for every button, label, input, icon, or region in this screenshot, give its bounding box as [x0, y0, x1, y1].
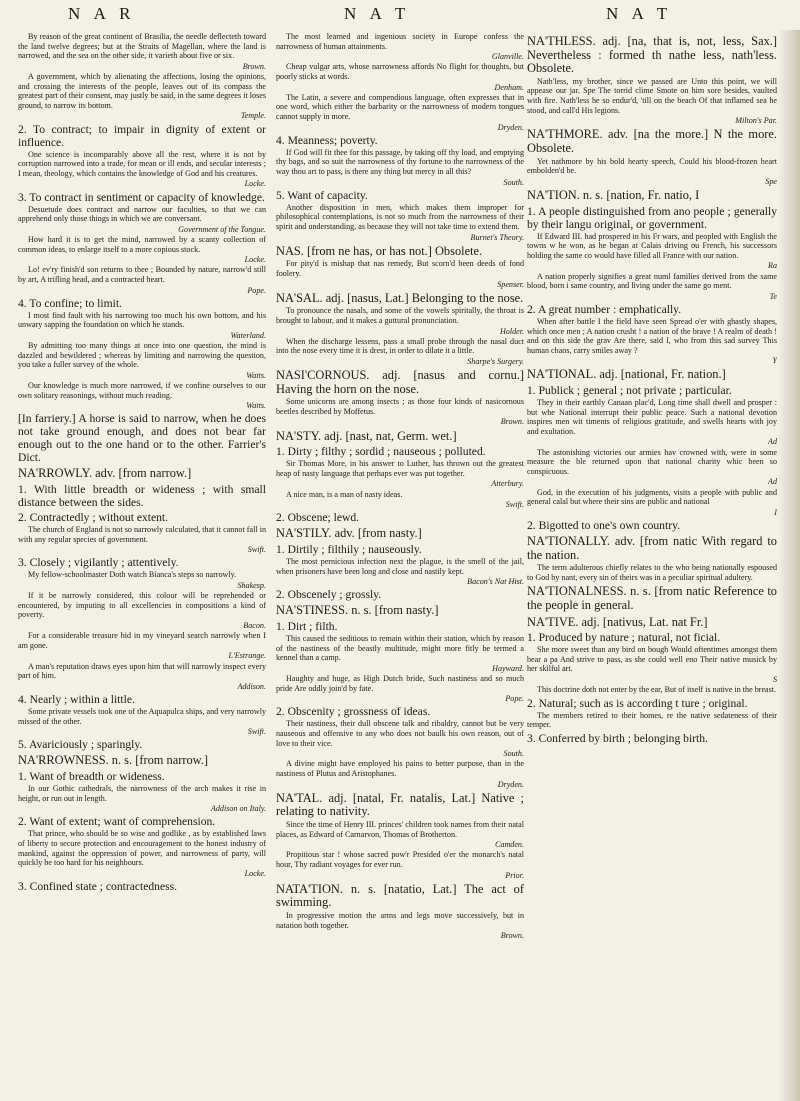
entry-quotation: In our Gothic cathedrals, the narrowness of the arch makes it rise in height, or run out in length.	[18, 784, 266, 803]
entry-quotation: Desuetude does contract and narrow our faculties, so that we can apprehend only those things in which we are conversant.	[18, 204, 266, 224]
quotation-source: L'Estrange.	[228, 651, 266, 661]
quotation-source: Brown.	[242, 61, 266, 71]
entry-quotation: My fellow-schoolmaster Doth watch Bianca's steps so narrowly.	[28, 570, 237, 580]
entry-quotation: Lo! ev'ry finish'd son returns to thee ; Bounded by nature, narrow'd still by art, A trifling head, and a contracted heart.	[18, 265, 266, 284]
entry-headword: NA'TIONALNESS. n. s. [from natic Reference to the people in general.	[527, 584, 777, 612]
entry-headword: NATA'TION. n. s. [natatio, Lat.] The act of swimming.	[276, 881, 524, 910]
entry-sense: 2. Contractedly ; without extent.	[18, 511, 169, 525]
entry-quotation: In progressive motion the arms and legs move successively, but in natation both together.	[276, 910, 524, 930]
entry-quotation: Some private vessels took one of the Aquapulca ships, and very narrowly missed of the other.	[18, 707, 266, 726]
entry-sense: 2. Obscenity ; grossness of ideas.	[276, 705, 431, 719]
entry-quotation: The most pernicious infection next the plague, is the smell of the jail, when prisoners have been long and close and nastily kept.	[276, 557, 524, 576]
entry-quotation: By reason of the great continent of Brasilia, the needle deflecteth toward the land twelve degrees; but at the Straits of Magellan, where the land is narrowed, and the sea on the other side, it varieth about five or six.	[18, 32, 266, 61]
entry-headword: NA'TIONALLY. adv. [from natic With regard to the nation.	[527, 534, 777, 562]
entry-headword: NA'THLESS. adj. [na, that is, not, less, Sax.] Nevertheless : formed th nathe less, nath'less. Obsolete.	[527, 34, 777, 76]
quotation-source: Swift.	[505, 500, 524, 510]
entry-sense: 3. Conferred by birth ; belonging birth.	[527, 731, 708, 745]
quotation-source: Spenser.	[497, 279, 524, 289]
entry-quotation: I most find fault with his narrowing too much his own bottom, and his unwary sapping the foundation on which he stands.	[18, 310, 266, 330]
entry-sense: 4. To confine; to limit.	[18, 296, 122, 310]
entry-headword: NA'STY. adj. [nast, nat, Germ. wet.]	[276, 428, 457, 443]
entry-quotation: They in their earthly Canaan plac'd, Long time shall dwell and prosper : but whe National interrupt their public peace. Such a national devotion inspires men wit timents of religious gratitude, and swells hearts with joy and exultation.	[527, 398, 777, 436]
entry-sense: 1. Publick ; general ; not private ; particular.	[527, 384, 732, 398]
quotation-source: Government of the Tongue.	[178, 224, 266, 234]
entry-quotation: A divine might have employed his pains to better purpose, than in the nastiness of Plutus and Aristophanes.	[276, 759, 524, 778]
entry-headword: NA'SAL. adj. [nasus, Lat.] Belonging to the nose.	[276, 290, 524, 305]
entry-sense: 2. Bigotted to one's own country.	[527, 519, 681, 533]
entry-sense: 1. Want of breadth or wideness.	[18, 770, 165, 784]
quotation-source: Prior.	[505, 870, 524, 880]
entry-quotation: The astonishing victories our armies hav crowned with, were in some measure the ble returned upon that national charity whic been so conspicuous.	[527, 447, 777, 476]
entry-quotation: Our knowledge is much more narrowed, if we confine ourselves to our own solitary reasonings, without much reading.	[18, 381, 266, 400]
quotation-source: I	[774, 507, 777, 517]
entry-headword: NA'TIONAL. adj. [national, Fr. nation.]	[527, 367, 726, 382]
entry-quotation: The most learned and ingenious society in Europe confess the narrowness of human attainments.	[276, 32, 524, 51]
entry-quotation: How hard it is to get the mind, narrowed by a scanty collection of common ideas, to enlarge itself to a more copious stock.	[18, 234, 266, 254]
entry-headword: NA'RROWNESS. n. s. [from narrow.]	[18, 753, 209, 768]
entry-headword: NA'STILY. adv. [from nasty.]	[276, 526, 422, 541]
quotation-source: Swift.	[247, 727, 266, 737]
quotation-source: Bacon's Nat Hist.	[467, 577, 524, 587]
entry-quotation: A nation properly signifies a great numl families derived from the same blood, born i same country, and living under the same go ment.	[527, 271, 777, 291]
entry-sense: 2. Natural; such as is according t ture ; original.	[527, 696, 748, 710]
quotation-source: Swift.	[247, 545, 266, 555]
quotation-source: Sharpe's Surgery.	[467, 356, 524, 366]
entry-sense: 3. To contract in sentiment or capacity of knowledge.	[18, 190, 265, 204]
quotation-source: Burnet's Theory.	[470, 232, 524, 242]
running-header	[0, 4, 800, 30]
entry-quotation: If God will fit thee for this passage, by taking off thy load, and emptying thy bags, and so suit the narrowness of thy fortune to the narrowness of the way thou art to pass, is there any thing but mercy in all this?	[276, 147, 524, 176]
entry-quotation: If Edward III. had prospered in his Fr wars, and peopled with English the towns w he won, as he began at Calais driving ou French, his successors holding the same co would have filled all France with our nation.	[527, 231, 777, 260]
header-left: N A R	[68, 4, 136, 23]
quotation-source: Glanville.	[491, 52, 524, 62]
entry-quotation: A nice man, is a man of nasty ideas.	[286, 489, 403, 499]
entry-quotation: Sir Thomas More, in his answer to Luther, has thrown out the greatest heap of nasty language that perhaps ever was put together.	[276, 459, 524, 478]
quotation-source: Spe	[765, 176, 777, 186]
entry-quotation: Their nastiness, their dull obscene talk and ribaldry, cannot but be very nauseous and offensive to any who does not baulk his own reason, out of love to their vice.	[276, 719, 524, 748]
entry-sense: 1. With little breadth or wideness ; with small distance between the sides.	[18, 483, 266, 510]
entry-sense: 4. Nearly ; within a little.	[18, 693, 135, 707]
entry-quotation: A man's reputation draws eyes upon him that will narrowly inspect every part of him.	[18, 661, 266, 681]
quotation-source: Ra	[768, 261, 777, 271]
entry-quotation: When the discharge lessens, pass a small probe through the nasal duct into the nose every time it is drest, in order to dilate it a little.	[276, 336, 524, 356]
column-middle	[276, 32, 524, 1092]
entry-quotation: When after battle I the field have seen Spread o'er with ghastly shapes, which once men ; A nation crusht ! a nation of the brave ! A realm of death ! and on this side the grav Are there, said I, who from this sad survey This human chaos, carry smiles away ?	[527, 316, 777, 355]
entry-quotation: A government, which by alienating the affections, losing the opinions, and crossing the interests of the people, leaves out of its compass the greatest part of their consent, may justly be said, in the same degrees it loses ground, to narrow its bottom.	[18, 71, 266, 110]
entry-headword: NASI'CORNOUS. adj. [nasus and cornu.] Having the horn on the nose.	[276, 368, 524, 396]
quotation-source: Addison.	[237, 681, 266, 691]
quotation-source: Te	[769, 291, 777, 301]
entry-sense: 2. A great number : emphatically.	[527, 302, 682, 316]
header-right: N A T	[606, 4, 673, 23]
entry-sense: 3. Confined state ; contractedness.	[18, 879, 178, 893]
entry-quotation: Some unicorns are among insects ; as those four kinds of nasicornous beetles described by Moffetus.	[276, 397, 524, 416]
entry-quotation: For pity'd is mishap that nas remedy, But scorn'd been deeds of fond foolery.	[276, 259, 524, 278]
page-gutter-edge	[778, 30, 800, 1101]
entry-headword: NAS. [from ne has, or has not.] Obsolete.	[276, 243, 483, 258]
entry-sense: 1. Dirty ; filthy ; sordid ; nauseous ; polluted.	[276, 445, 486, 459]
quotation-source: Hayward.	[492, 663, 524, 673]
entry-headword: NA'TION. n. s. [nation, Fr. natio, I	[527, 187, 700, 202]
entry-sense: 5. Avariciously ; sparingly.	[18, 738, 143, 752]
entry-quotation: Yet nathmore by his bold hearty speech, Could his blood-frozen heart embolden'd be.	[527, 156, 777, 176]
entry-quotation: Since the time of Henry III. princes' children took names from their natal places, as Edward of Carnarvon, Thomas of Brotherton.	[276, 819, 524, 839]
entry-headword: NA'TAL. adj. [natal, Fr. natalis, Lat.] Native ; relating to nativity.	[276, 790, 524, 819]
entry-sense: 2. Obscenely ; grossly.	[276, 588, 382, 602]
entry-headword: NA'THMORE. adv. [na the more.] N the more. Obsolete.	[527, 127, 777, 155]
column-left	[18, 32, 266, 1092]
entry-sense: 2. To contract; to impair in dignity of extent or influence.	[18, 122, 266, 149]
entry-quotation: This doctrine doth not enter by the ear, But of itself is native in the breast.	[537, 685, 777, 695]
header-middle: N A T	[344, 4, 411, 23]
quotation-source: Pope.	[247, 285, 266, 295]
entry-quotation: Nath'less, my brother, since we passed are Unto this point, we will appease our jar. Spe The torrid clime Smote on him sore besides, vaulted with fire. Nath'less he so endur'd, 'till on the beach Of that inflamed sea he stood, and call'd His legions.	[527, 76, 777, 115]
quotation-source: Ad	[768, 477, 777, 487]
quotation-source: Y	[772, 356, 777, 366]
entry-quotation: God, in the execution of his judgments, visits a people with public and general calal but where their sins are public and national	[527, 487, 777, 507]
entry-sense: 1. A people distinguished from ano people ; generally by their langu original, or government.	[527, 204, 777, 231]
quotation-source: Pope.	[505, 694, 524, 704]
quotation-source: Dryden.	[497, 122, 524, 132]
quotation-source: Brown.	[500, 417, 524, 427]
entry-sense: 2. Obscene; lewd.	[276, 511, 360, 525]
quotation-source: Addison on Italy.	[210, 804, 266, 814]
entry-quotation: The church of England is not so narrowly calculated, that it cannot fall in with any regular species of government.	[18, 525, 266, 544]
quotation-source: Watts.	[246, 401, 266, 411]
entry-sense: 2. Want of extent; want of comprehension.	[18, 815, 216, 829]
quotation-source: Atterbury.	[491, 479, 524, 489]
entry-headword: NA'TIVE. adj. [nativus, Lat. nat Fr.]	[527, 614, 708, 629]
entry-sense: 1. Dirtily ; filthily ; nauseously.	[276, 543, 422, 557]
entry-sense: 4. Meanness; poverty.	[276, 133, 378, 147]
entry-sense: 3. Closely ; vigilantly ; attentively.	[18, 556, 179, 570]
quotation-source: Milton's Par.	[735, 116, 777, 126]
quotation-source: Bacon.	[243, 621, 266, 631]
entry-sense: 1. Produced by nature ; natural, not ficial.	[527, 631, 721, 645]
quotation-source: Ad	[768, 437, 777, 447]
quotation-source: S	[772, 674, 777, 684]
entry-quotation: Another disposition in men, which makes them improper for philosophical contemplations, is not so much from the narrowness of their spirit and understanding, as because they will not take time to extend them.	[276, 202, 524, 231]
column-right	[527, 32, 777, 1092]
quotation-source: Locke.	[244, 255, 266, 265]
entry-quotation: The Latin, a severe and compendious language, often expresses that in one word, which either the barbarity or the narrowness of modern tongues cannot supply in more.	[276, 92, 524, 121]
entry-sense: 1. Dirt ; filth.	[276, 620, 338, 634]
entry-headword: NA'STINESS. n. s. [from nasty.]	[276, 603, 439, 618]
quotation-source: Holder.	[499, 326, 524, 336]
entry-quotation: That prince, who should be so wise and godlike , as by established laws of liberty to secure protection and encouragement to the honest industry of mankind, against the oppression of power, and narrowness of party, will quickly be too hard for his neighbours.	[18, 829, 266, 868]
quotation-source: Watts.	[246, 370, 266, 380]
entry-quotation: To pronounce the nasals, and some of the vowels spiritally, the throat is brought to labour, and it makes a guttural pronunciation.	[276, 306, 524, 325]
entry-quotation: Haughty and huge, as High Dutch bride, Such nastiness and so much pride Are oddly join'd by fate.	[276, 674, 524, 693]
quotation-source: Temple.	[240, 111, 266, 121]
quotation-source: Shakesp.	[237, 581, 266, 591]
entry-quotation: For a considerable treasure hid in my vineyard search narrowly when I am gone.	[18, 631, 266, 650]
entry-quotation: This caused the seditious to remain within their station, which by reason of the nastiness of the beastly multitude, might more fitly be termed a kennel than a camp.	[276, 634, 524, 663]
quotation-source: Brown.	[500, 931, 524, 941]
entry-headword: NA'RROWLY. adv. [from narrow.]	[18, 466, 192, 481]
quotation-source: South.	[503, 749, 524, 759]
entry-quotation: By admitting too many things at once into one question, the mind is dazzled and bewildered ; whereas by limiting and narrowing the question, you take a fuller survey of the whole.	[18, 341, 266, 370]
quotation-source: Locke.	[244, 179, 266, 189]
entry-sense: 5. Want of capacity.	[276, 188, 368, 202]
quotation-source: Waterland.	[230, 330, 266, 340]
entry-quotation: The members retired to their homes, re the native sedateness of their temper.	[527, 710, 777, 730]
entry-quotation: The term adulterous chiefly relates to the who being nationally espoused to God by nant, every sin of theirs was in a peculiar spiritual adultery.	[527, 563, 777, 582]
quotation-source: Dryden.	[497, 779, 524, 789]
entry-quotation: Cheap vulgar arts, whose narrowness affords No flight for thoughts, but poorly sticks at words.	[276, 62, 524, 81]
quotation-source: South.	[503, 177, 524, 187]
entry-quotation: If it be narrowly considered, this colour will be reprehended or encountered, by imputing to all excellencies in compositions a kind of poverty.	[18, 591, 266, 620]
entry-quotation: Propitious star ! whose sacred pow'r Presided o'er the monarch's natal hour, Thy radiant voyages for ever run.	[276, 850, 524, 869]
quotation-source: Camden.	[495, 840, 524, 850]
quotation-source: Denham.	[494, 82, 524, 92]
entry-sense: [In farriery.] A horse is said to narrow, when he does not take ground enough, and does not bear far enough out to the one hand or to the other. Farrier's Dict.	[18, 412, 266, 465]
quotation-source: Locke.	[244, 868, 266, 878]
entry-quotation: One science is incomparably above all the rest, where it is not by corruption narrowed into a trade, for mean or ill ends, and secular interests ; I mean, theology, which contains the knowledge of God and his creatures.	[18, 149, 266, 178]
entry-quotation: She more sweet than any bird on bough Would oftentimes amongst them bear a pa And strive to pass, as she could well eno Their native musick by her skilful art.	[527, 645, 777, 674]
